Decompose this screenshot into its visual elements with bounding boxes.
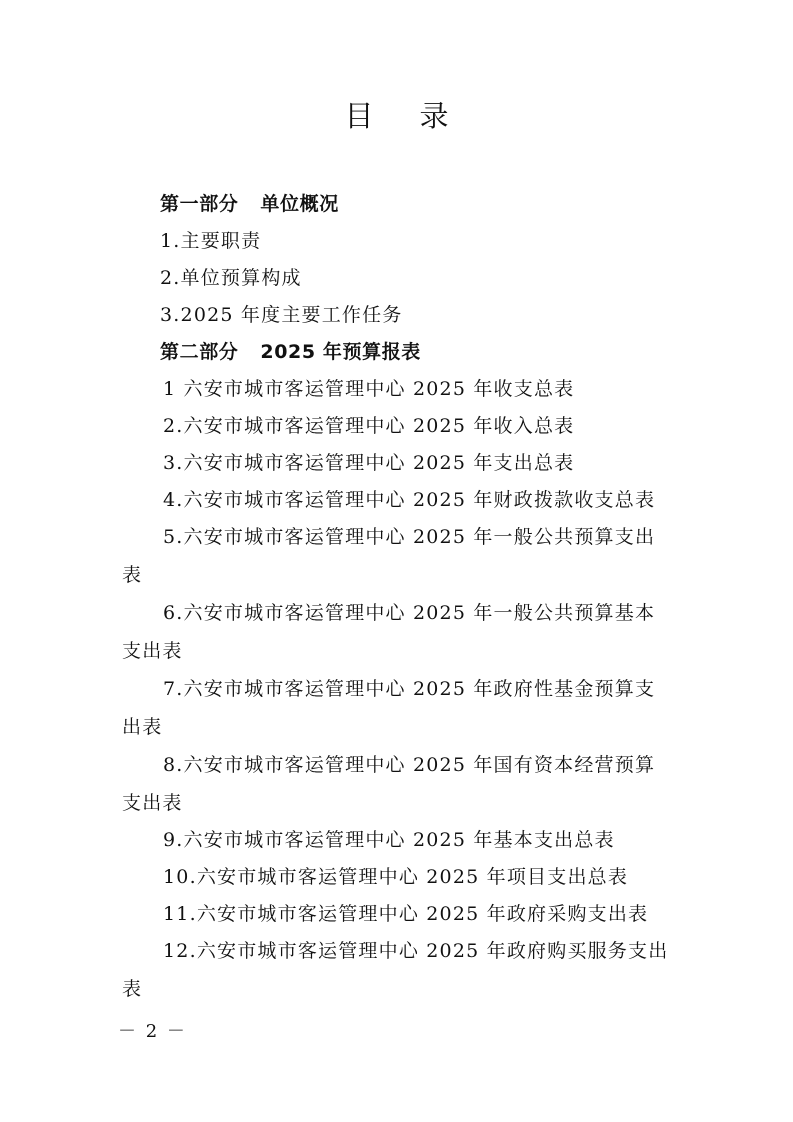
toc-item-report-11[interactable]: 11.六安市城市客运管理中心 2025 年政府采购支出表 xyxy=(163,903,649,925)
toc-item-report-8[interactable]: 8.六安市城市客运管理中心 2025 年国有资本经营预算 xyxy=(163,754,656,776)
toc-item-report-6[interactable]: 6.六安市城市客运管理中心 2025 年一般公共预算基本 xyxy=(163,602,656,624)
part-two-label: 第二部分 xyxy=(160,341,239,363)
part-one-heading[interactable] xyxy=(160,191,339,217)
part-one-label: 第一部分 xyxy=(160,193,239,215)
toc-item-report-4[interactable]: 4.六安市城市客运管理中心 2025 年财政拨款收支总表 xyxy=(163,489,656,511)
part-one-name: 单位概况 xyxy=(260,193,339,215)
page-title-char-1: 目 xyxy=(344,99,374,133)
toc-item-report-12[interactable]: 12.六安市城市客运管理中心 2025 年政府购买服务支出 xyxy=(163,940,669,962)
toc-item-report-10[interactable]: 10.六安市城市客运管理中心 2025 年项目支出总表 xyxy=(163,866,629,888)
toc-item-report-5-continued[interactable]: 表 xyxy=(122,564,143,586)
toc-item-budget-composition[interactable]: 2.单位预算构成 xyxy=(160,267,302,289)
toc-item-report-7-continued[interactable]: 出表 xyxy=(122,716,163,738)
toc-item-duties[interactable]: 1.主要职责 xyxy=(160,230,262,252)
page-title xyxy=(0,96,793,136)
toc-item-report-7[interactable]: 7.六安市城市客运管理中心 2025 年政府性基金预算支 xyxy=(163,678,656,700)
toc-item-report-12-continued[interactable]: 表 xyxy=(122,978,143,1000)
toc-item-report-2[interactable]: 2.六安市城市客运管理中心 2025 年收入总表 xyxy=(163,415,575,437)
toc-item-report-5[interactable]: 5.六安市城市客运管理中心 2025 年一般公共预算支出 xyxy=(163,526,656,548)
part-two-name: 2025 年预算报表 xyxy=(260,341,421,363)
toc-item-report-1[interactable]: 1 六安市城市客运管理中心 2025 年收支总表 xyxy=(163,378,575,400)
page-title-char-2: 录 xyxy=(419,99,449,133)
toc-item-work-tasks[interactable]: 3.2025 年度主要工作任务 xyxy=(160,304,403,326)
page-number: － 2 － xyxy=(118,1021,187,1042)
toc-item-report-8-continued[interactable]: 支出表 xyxy=(122,792,183,814)
toc-item-report-9[interactable]: 9.六安市城市客运管理中心 2025 年基本支出总表 xyxy=(163,829,615,851)
toc-item-report-6-continued[interactable]: 支出表 xyxy=(122,640,183,662)
part-two-heading[interactable] xyxy=(160,339,421,365)
toc-item-report-3[interactable]: 3.六安市城市客运管理中心 2025 年支出总表 xyxy=(163,452,575,474)
